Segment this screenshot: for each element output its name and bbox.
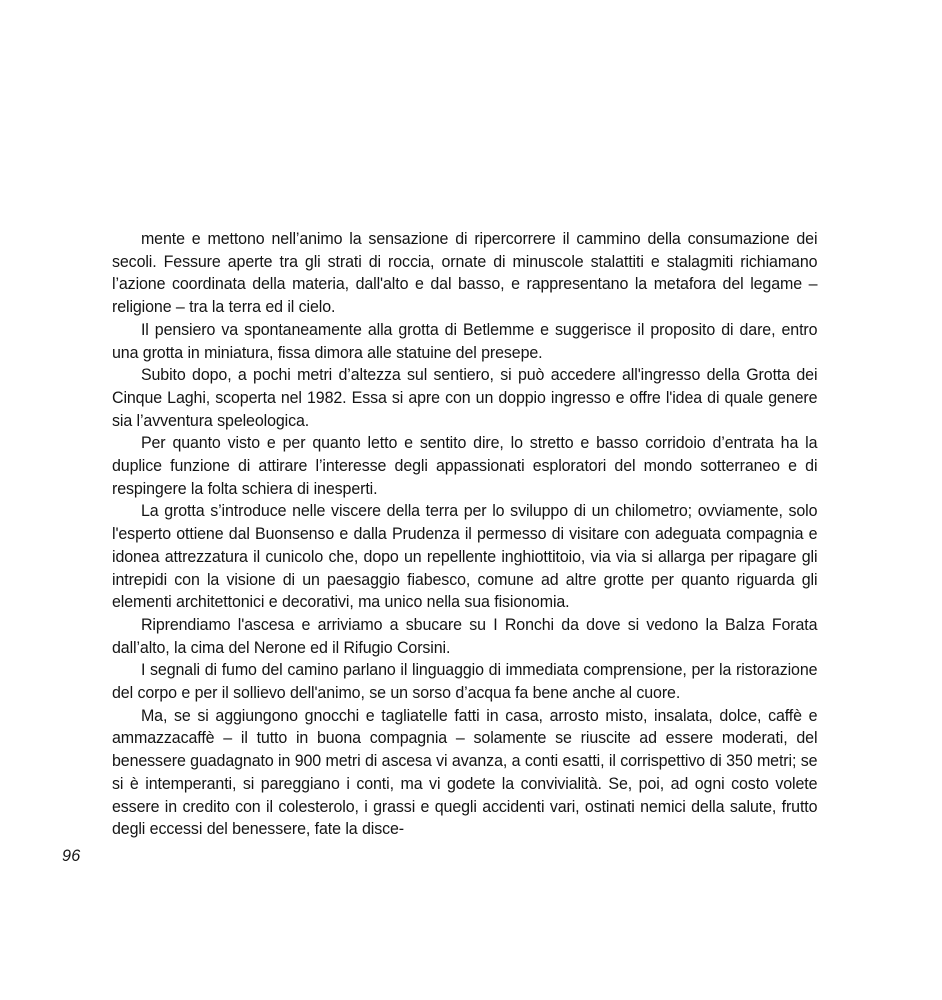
body-text-column <box>112 228 817 841</box>
paragraph: Subito dopo, a pochi metri d’altezza sul sentiero, si può accedere all'ingresso della Grotta dei Cinque Laghi, scoperta nel 1982. Essa si apre con un doppio ingresso e offre l'idea di quale genere sia l’avventura speleologica. <box>112 365 818 430</box>
paragraph: Per quanto visto e per quanto letto e sentito dire, lo stretto e basso corridoio d’entrata ha la duplice funzione di attirare l’interesse degli appassionati esploratori del mondo sotterraneo e di respingere la folta schiera di inesperti. <box>112 433 818 498</box>
page-number: 96 <box>62 847 81 865</box>
paragraph: Ma, se si aggiungono gnocchi e tagliatelle fatti in casa, arrosto misto, insalata, dolce, caffè e ammazzacaffè – il tutto in buona compagnia – solamente se riuscite ad essere moderati, del benessere guadagnato in 900 metri di ascesa vi avanza, a conti esatti, il corrispettivo di 350 metri; se si è intemperanti, si pareggiano i conti, ma vi godete la convivialità. Se, poi, ad ogni costo volete essere in credito con il colesterolo, i grassi e quegli accidenti vari, ostinati nemici della salute, frutto degli eccessi del benessere, fate la disce- <box>112 705 818 839</box>
paragraph: Il pensiero va spontaneamente alla grotta di Betlemme e suggerisce il proposito di dare, entro una grotta in miniatura, fissa dimora alle statuine del presepe. <box>112 319 818 362</box>
paragraph: mente e mettono nell’animo la sensazione di ripercorrere il cammino della consumazione dei secoli. Fessure aperte tra gli strati di roccia, ornate di minuscole stalattiti e stalagmiti richiamano l’azione coordinata della materia, dall'alto e dal basso, e rappresentano la metafora del legame – religione – tra la terra ed il cielo. <box>112 229 818 317</box>
paragraph: Riprendiamo l'ascesa e arriviamo a sbucare su I Ronchi da dove si vedono la Balza Forata dall’alto, la cima del Nerone ed il Rifugio Corsini. <box>112 614 818 657</box>
paragraph: I segnali di fumo del camino parlano il linguaggio di immediata comprensione, per la ristorazione del corpo e per il sollievo dell'animo, se un sorso d’acqua fa bene anche al cuore. <box>112 660 818 703</box>
paragraph: La grotta s’introduce nelle viscere della terra per lo sviluppo di un chilometro; ovviamente, solo l'esperto ottiene dal Buonsenso e dalla Prudenza il permesso di visitare con adeguata compagnia e idonea attrezzatura il cunicolo che, dopo un repellente inghiottitoio, via via si allarga per ripagare gli intrepidi con la visione di un paesaggio fiabesco, comune ad altre grotte per quanto riguarda gli elementi architettonici e decorativi, ma unico nella sua fisionomia. <box>112 501 818 612</box>
